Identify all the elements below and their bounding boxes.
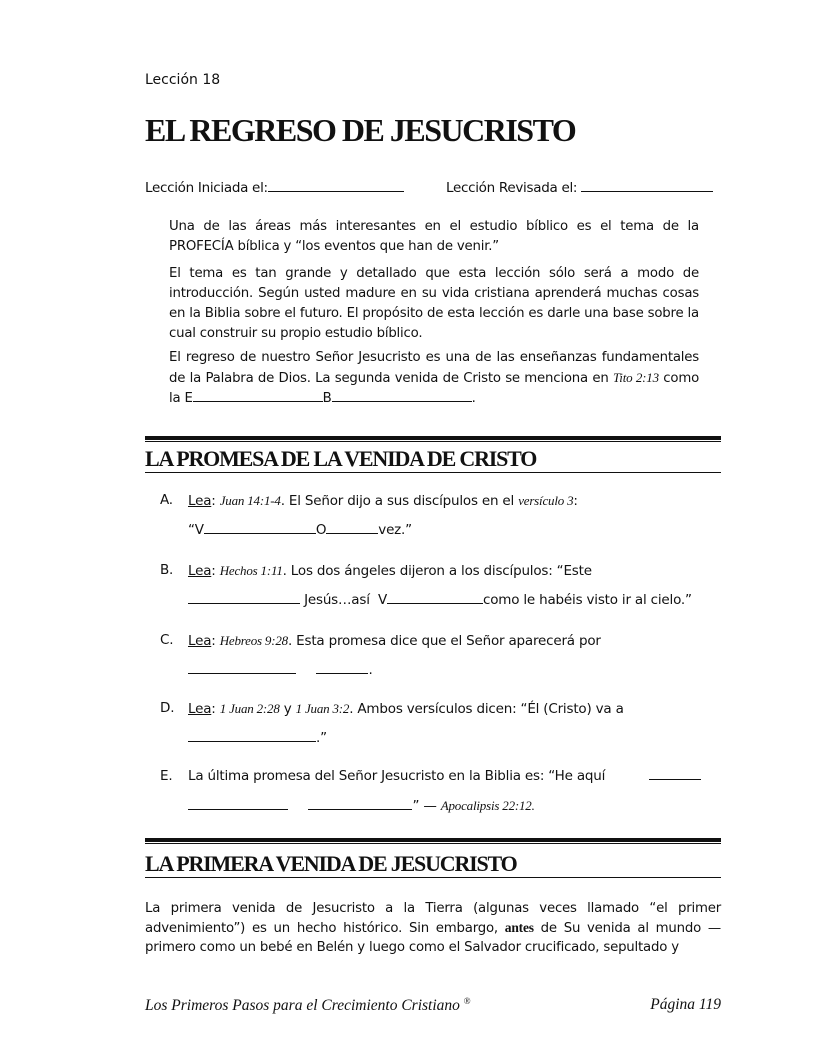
question-d-y: y [283,701,292,717]
intro-paragraph-3-text: El regreso de nuestro Señor Jesucristo es una de las enseñanzas fundamentales de la Palabra de Dios. La segunda venida de Cristo se menciona en [169,350,699,386]
intro-paragraph-2: El tema es tan grande y detallado que esta lección sólo será a modo de introducción. Según usted madure en su vida cristiana aprenderá muchas cosas en la Biblia sobre el futuro. El propósito de esta lección es darle una base sobre la cual construir su propio estudio bíblico. [169,266,699,341]
lesson-reviewed-label: Lección Revisada el: [446,180,578,196]
question-e [160,762,725,822]
question-c-label: C. [160,632,174,648]
page-title: EL REGRESO DE JESUCRISTO [145,112,576,148]
question-e-blank-2[interactable] [188,797,288,810]
question-c-lea: Lea [188,633,212,649]
intro-blank-e[interactable] [193,389,323,402]
question-d-body: Lea: 1 Juan 2:28 y 1 Juan 3:2. Ambos versículos dicen: “Él (Cristo) va a .” [188,701,624,746]
question-b-lea: Lea [188,563,212,579]
question-e-blank-1[interactable] [649,767,701,780]
question-d-end: .” [316,730,327,746]
question-d-text: . Ambos versículos dicen: “Él (Cristo) va a [349,701,624,717]
question-e-body [188,762,721,821]
question-a-blank-2[interactable] [326,521,378,534]
question-e-blank-3[interactable] [308,797,412,810]
question-b-blank-2[interactable] [387,591,483,604]
section-2-bold-word: antes [504,920,534,935]
question-a-text: . El Señor dijo a sus discípulos en el [280,493,515,509]
question-e-label: E. [160,768,173,784]
intro-blank-b-label: B [322,391,332,406]
section-1-rule [145,436,721,442]
footer-book-text: Los Primeros Pasos para el Crecimiento Cristiano [145,997,460,1015]
question-b [160,556,725,616]
question-b-label: B. [160,562,174,578]
section-2-text-b: de Su venida al mundo — primero como un bebé en Belén y luego como el Salvador crucificado, sepultado y [145,921,721,955]
lesson-reviewed-row [446,179,713,196]
footer-book-title [145,996,471,1015]
question-a-end: vez.” [378,522,412,538]
question-a-lea: Lea [188,493,212,509]
question-a [160,486,725,546]
question-b-v: V [377,592,387,608]
question-e-dash: — [423,798,437,814]
intro-blank-b[interactable] [332,389,472,402]
question-a-body: Lea: Juan 14:1-4. El Señor dijo a sus discípulos en el versículo 3: “V O vez.” [188,493,578,538]
question-e-quote: ” [412,798,420,814]
section-2-rule [145,838,721,844]
question-b-ref: Hechos 1:11 [219,563,283,578]
question-c [160,626,725,686]
lesson-started-label: Lección Iniciada el: [145,180,268,196]
question-d-blank[interactable] [188,729,316,742]
question-c-blank-2[interactable] [316,661,368,674]
question-a-o: O [315,522,327,538]
section-2-text-a: La primera venida de Jesucristo a la Tierra (algunas veces llamado “el primer advenimiento”) es un hecho histórico. Sin embargo, [145,901,721,936]
question-d-lea: Lea [188,701,212,717]
intro-paragraph-3 [169,348,699,409]
question-b-end: como le habéis visto ir al cielo.” [483,592,692,608]
question-e-text: La última promesa del Señor Jesucristo en la Biblia es: “He aquí [188,768,606,784]
question-a-v: “V [188,522,204,538]
question-a-ref2: versículo 3 [518,493,574,508]
lesson-started-row [145,179,404,196]
question-d-label: D. [160,700,175,716]
question-d-ref: 1 Juan 2:28 [219,701,280,716]
question-d-ref2: 1 Juan 3:2 [295,701,350,716]
intro-blank-e-label: como la E [169,371,700,406]
question-b-blank-1[interactable] [188,591,300,604]
footer-page-number: Página 119 [650,996,721,1013]
lesson-label: Lección 18 [145,72,221,88]
question-e-ref: Apocalipsis 22:12. [440,798,535,813]
lesson-started-field[interactable] [268,179,404,192]
intro-period: . [471,391,476,406]
question-a-ref: Juan 14:1-4 [219,493,281,508]
intro-paragraph-1: Una de las áreas más interesantes en el estudio bíblico es el tema de la PROFECÍA bíblica y “los eventos que han de venir.” [169,219,699,254]
question-c-blank-1[interactable] [188,661,296,674]
section-2-paragraph [145,899,721,957]
section-2-title: LA PRIMERA VENIDA DE JESUCRISTO [145,851,721,878]
question-b-body: Lea: Hechos 1:11. Los dos ángeles dijeron a los discípulos: “Este Jesús…así V como le habéis visto ir al cielo.” [188,563,692,608]
question-c-text: . Esta promesa dice que el Señor aparecerá por [287,633,601,649]
question-b-jesus: Jesús…así [304,592,370,608]
lesson-reviewed-field[interactable] [581,179,713,192]
question-c-body: Lea: Hebreos 9:28. Esta promesa dice que el Señor aparecerá por . [188,633,601,678]
question-d [160,694,725,754]
question-b-text: . Los dos ángeles dijeron a los discípulos: “Este [282,563,592,579]
question-a-blank-1[interactable] [204,521,316,534]
footer-registered-mark: ® [463,996,471,1006]
intro-scripture-ref: Tito 2:13 [612,370,659,385]
question-c-ref: Hebreos 9:28 [219,633,288,648]
question-a-label: A. [160,492,173,508]
question-c-end: . [368,662,373,678]
section-1-title: LA PROMESA DE LA VENIDA DE CRISTO [145,446,721,473]
